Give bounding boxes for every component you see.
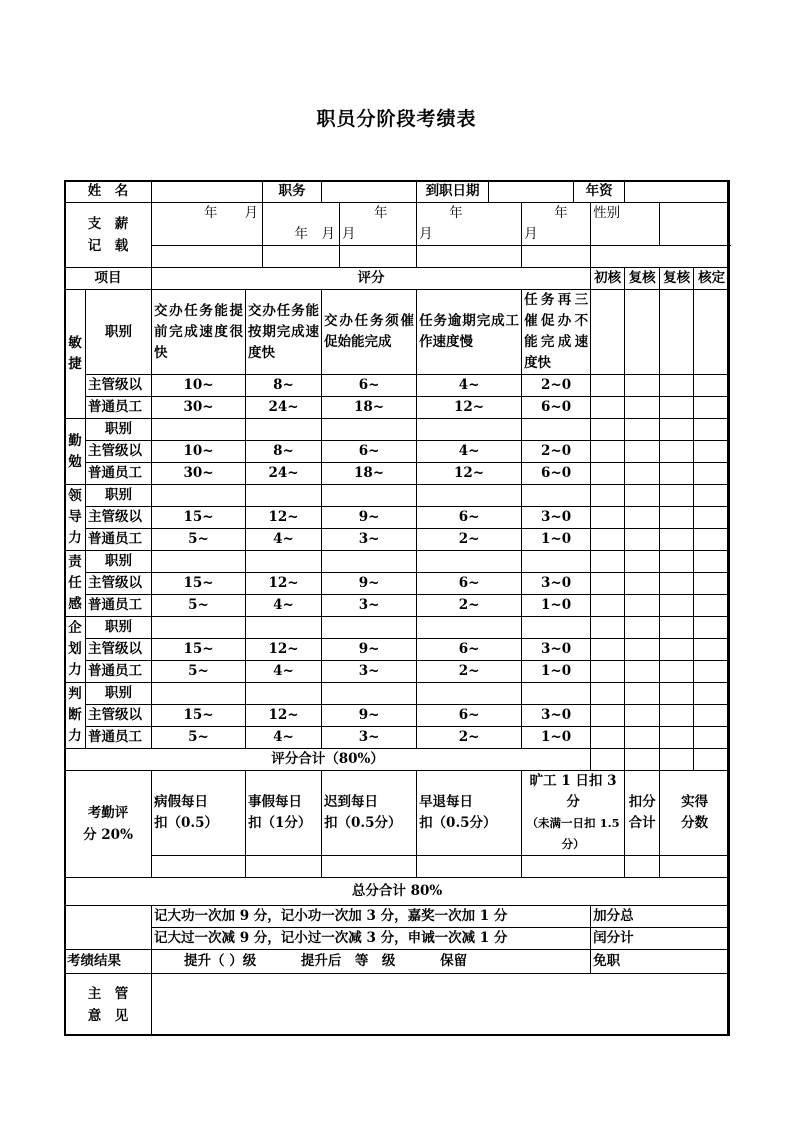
sec4-staff-review-2[interactable] <box>625 661 660 683</box>
score-total-review-4[interactable] <box>694 749 730 771</box>
manager-score-3: 9~ <box>322 573 417 595</box>
salary-blank-6[interactable] <box>591 246 730 268</box>
actual-1: 实得 <box>681 794 709 810</box>
late-2: 扣（0.5分） <box>324 815 402 831</box>
sec2-rank-blank-4 <box>417 485 522 507</box>
salary-blank-2[interactable] <box>263 246 340 268</box>
bonus-label-2: 闰分计 <box>591 928 730 950</box>
sec5-rank-blank-5 <box>522 683 591 705</box>
seniority-field[interactable] <box>625 181 730 203</box>
rank-label: 职别 <box>86 419 152 441</box>
sec3-staff-review-4[interactable] <box>694 595 730 617</box>
section-char: 力 <box>68 662 82 678</box>
manager-score-5: 3~0 <box>522 573 591 595</box>
manager-score-2: 12~ <box>246 573 322 595</box>
sec1-rank-blank-5 <box>522 419 591 441</box>
opinion-label-2: 意 见 <box>87 1007 129 1024</box>
sec4-rank-review-1[interactable] <box>591 617 625 639</box>
bonus-label-1: 加分总 <box>591 906 730 928</box>
sec4-rank-review-2[interactable] <box>625 617 660 639</box>
sec3-staff-review-1[interactable] <box>591 595 625 617</box>
section-char: 划 <box>68 641 82 657</box>
sec2-rank-review-3[interactable] <box>660 485 694 507</box>
sec2-manager-review-4[interactable] <box>694 507 730 529</box>
sec1-manager-review-3[interactable] <box>660 441 694 463</box>
sec1-rank-blank-1 <box>152 419 246 441</box>
sec5-rank-blank-1 <box>152 683 246 705</box>
result-label: 考绩结果 <box>65 950 152 974</box>
sec2-manager-review-1[interactable] <box>591 507 625 529</box>
sec3-rank-blank-1 <box>152 551 246 573</box>
sec4-staff-review-4[interactable] <box>694 661 730 683</box>
staff-score-5: 1~0 <box>522 595 591 617</box>
manager-score-5: 2~0 <box>522 441 591 463</box>
criterion-3: 交办任务须催促始能完成 <box>322 290 417 375</box>
early-leave-rule <box>417 771 522 856</box>
sec0-staff-review-2[interactable] <box>625 397 660 419</box>
section-name-3 <box>65 551 86 617</box>
salary-blank-4[interactable] <box>417 246 522 268</box>
year-b: 年 <box>374 205 388 221</box>
sec3-staff-review-2[interactable] <box>625 595 660 617</box>
sick-2: 扣（0.5） <box>154 815 218 831</box>
sec1-rank-review-1[interactable] <box>591 419 625 441</box>
manager-score-2: 8~ <box>246 441 322 463</box>
rewards-blank <box>65 906 152 950</box>
personal-1: 事假每日 <box>248 794 302 810</box>
manager-score-4: 4~ <box>417 441 522 463</box>
absence-rule <box>522 771 625 856</box>
manager-score-1: 10~ <box>152 441 246 463</box>
manager-score-4: 6~ <box>417 573 522 595</box>
sec1-manager-review-1[interactable] <box>591 441 625 463</box>
sec4-rank-blank-2 <box>246 617 322 639</box>
opinion-label-1: 主 管 <box>87 985 129 1002</box>
actual-score-label <box>660 771 730 856</box>
sec2-rank-review-4[interactable] <box>694 485 730 507</box>
staff-score-2: 4~ <box>246 727 322 749</box>
score-total-review-3[interactable] <box>660 749 694 771</box>
review-initial: 初核 <box>591 268 625 290</box>
sec3-rank-blank-4 <box>417 551 522 573</box>
manager-label: 主管级以 <box>86 573 152 595</box>
grand-total-label: 总分合计 80% <box>65 878 730 906</box>
dismiss-option[interactable]: 免职 <box>591 950 730 974</box>
sec0-manager-review-4[interactable] <box>694 375 730 397</box>
early-1: 早退每日 <box>419 794 474 810</box>
early-2: 扣（0.5分） <box>419 815 497 831</box>
date-1b: 年 月 <box>294 226 336 242</box>
manager-score-4: 4~ <box>417 375 522 397</box>
manager-score-3: 9~ <box>322 639 417 661</box>
deduct-2: 合计 <box>628 815 656 831</box>
manager-label: 主管级以 <box>86 639 152 661</box>
score-total-label: 评分合计（80%） <box>65 749 591 771</box>
sec1-manager-review-4[interactable] <box>694 441 730 463</box>
sec0-manager-review-2[interactable] <box>625 375 660 397</box>
score-total-review-1[interactable] <box>591 749 625 771</box>
sec0-rank-review-1[interactable] <box>591 290 625 375</box>
sec5-rank-blank-3 <box>322 683 417 705</box>
rank-label: 职别 <box>86 551 152 573</box>
sec3-manager-review-4[interactable] <box>694 573 730 595</box>
sec3-rank-blank-5 <box>522 551 591 573</box>
entry-date-field[interactable] <box>489 181 574 203</box>
sec5-staff-review-2[interactable] <box>625 727 660 749</box>
manager-score-2: 12~ <box>246 705 322 727</box>
sec1-rank-blank-2 <box>246 419 322 441</box>
manager-score-1: 10~ <box>152 375 246 397</box>
actual-2: 分数 <box>681 815 709 831</box>
sec5-rank-review-2[interactable] <box>625 683 660 705</box>
position-field[interactable] <box>322 181 417 203</box>
sec4-manager-review-3[interactable] <box>660 639 694 661</box>
sec1-rank-review-2[interactable] <box>625 419 660 441</box>
entry-date-label: 到职日期 <box>417 181 489 203</box>
staff-label: 普通员工 <box>86 397 152 419</box>
section-name-0 <box>65 290 86 419</box>
manager-score-3: 9~ <box>322 507 417 529</box>
sick-field[interactable] <box>152 856 246 878</box>
staff-score-3: 18~ <box>322 397 417 419</box>
sec3-rank-blank-3 <box>322 551 417 573</box>
manager-label: 主管级以 <box>86 507 152 529</box>
rank-label: 职别 <box>86 290 152 375</box>
sec1-staff-review-3[interactable] <box>660 463 694 485</box>
criterion-5: 任务再三催促办不能完成速度快 <box>522 290 591 375</box>
sec3-rank-blank-2 <box>246 551 322 573</box>
staff-score-4: 12~ <box>417 397 522 419</box>
salary-label-2: 记 载 <box>87 238 129 254</box>
staff-label: 普通员工 <box>86 727 152 749</box>
sec1-staff-review-2[interactable] <box>625 463 660 485</box>
personal-2: 扣（1分） <box>248 815 312 831</box>
sec2-staff-review-2[interactable] <box>625 529 660 551</box>
criterion-4: 任务逾期完成工作速度慢 <box>417 290 522 375</box>
rank-label: 职别 <box>86 683 152 705</box>
staff-score-1: 30~ <box>152 463 246 485</box>
sec1-rank-review-3[interactable] <box>660 419 694 441</box>
staff-score-3: 3~ <box>322 661 417 683</box>
year-d: 年 <box>554 205 568 221</box>
staff-score-5: 1~0 <box>522 529 591 551</box>
deduction-total-label <box>625 771 660 856</box>
month-c: 月 <box>524 226 538 242</box>
sec4-rank-review-3[interactable] <box>660 617 694 639</box>
sec5-manager-review-2[interactable] <box>625 705 660 727</box>
staff-score-3: 3~ <box>322 529 417 551</box>
sec0-rank-review-2[interactable] <box>625 290 660 375</box>
score-total-review-2[interactable] <box>625 749 660 771</box>
sec3-rank-review-3[interactable] <box>660 551 694 573</box>
sec3-manager-review-1[interactable] <box>591 573 625 595</box>
section-char: 领 <box>68 488 82 504</box>
section-char: 企 <box>68 620 82 636</box>
staff-label: 普通员工 <box>86 595 152 617</box>
sec0-manager-review-1[interactable] <box>591 375 625 397</box>
early-field[interactable] <box>417 856 522 878</box>
staff-score-3: 3~ <box>322 595 417 617</box>
sec4-rank-blank-3 <box>322 617 417 639</box>
manager-score-4: 6~ <box>417 507 522 529</box>
criterion-2: 交办任务能按期完成速度快 <box>246 290 322 375</box>
review-final: 核定 <box>694 268 730 290</box>
manager-score-1: 15~ <box>152 639 246 661</box>
section-name-4 <box>65 617 86 683</box>
absent-2: （未满一日扣 1.5 分） <box>526 816 620 851</box>
staff-score-4: 2~ <box>417 595 522 617</box>
staff-score-1: 30~ <box>152 397 246 419</box>
sec5-rank-blank-4 <box>417 683 522 705</box>
sec0-staff-review-4[interactable] <box>694 397 730 419</box>
section-name-2 <box>65 485 86 551</box>
retain-option[interactable]: 保留 <box>440 953 468 969</box>
date-1a: 年 月 <box>204 205 259 221</box>
late-field[interactable] <box>322 856 417 878</box>
manager-score-2: 12~ <box>246 507 322 529</box>
sick-leave-rule <box>152 771 246 856</box>
staff-score-1: 5~ <box>152 529 246 551</box>
sec3-rank-review-4[interactable] <box>694 551 730 573</box>
sec2-rank-blank-3 <box>322 485 417 507</box>
sec4-rank-review-4[interactable] <box>694 617 730 639</box>
sec5-staff-review-1[interactable] <box>591 727 625 749</box>
salary-record-label <box>65 203 152 268</box>
review-second-1: 复核 <box>625 268 660 290</box>
salary-date-1[interactable] <box>152 203 263 246</box>
rank-label: 职别 <box>86 485 152 507</box>
staff-score-2: 4~ <box>246 661 322 683</box>
section-char: 力 <box>68 530 82 546</box>
sec4-manager-review-1[interactable] <box>591 639 625 661</box>
sec1-staff-review-4[interactable] <box>694 463 730 485</box>
sec0-staff-review-3[interactable] <box>660 397 694 419</box>
manager-score-1: 15~ <box>152 705 246 727</box>
sec2-rank-blank-5 <box>522 485 591 507</box>
review-second-2: 复核 <box>660 268 694 290</box>
criterion-1: 交办任务能提前完成速度很快 <box>152 290 246 375</box>
attendance-label-1: 考勤评 <box>87 805 129 821</box>
staff-score-1: 5~ <box>152 595 246 617</box>
staff-score-4: 2~ <box>417 529 522 551</box>
absent-field[interactable] <box>522 856 625 878</box>
staff-score-5: 1~0 <box>522 727 591 749</box>
section-char: 敏 <box>68 335 82 351</box>
section-char: 力 <box>68 728 82 744</box>
salary-date-3[interactable] <box>340 203 417 246</box>
salary-date-5[interactable] <box>522 203 591 246</box>
salary-date-2[interactable] <box>263 203 340 246</box>
section-char: 勤 <box>68 432 82 449</box>
personal-leave-rule <box>246 771 322 856</box>
staff-score-5: 1~0 <box>522 661 591 683</box>
sec1-staff-review-1[interactable] <box>591 463 625 485</box>
manager-label: 主管级以 <box>86 705 152 727</box>
sec2-rank-review-2[interactable] <box>625 485 660 507</box>
item-label: 项目 <box>65 268 152 290</box>
sec4-staff-review-3[interactable] <box>660 661 694 683</box>
sec2-rank-review-1[interactable] <box>591 485 625 507</box>
sec4-manager-review-4[interactable] <box>694 639 730 661</box>
score-label: 评分 <box>152 268 591 290</box>
manager-score-4: 6~ <box>417 705 522 727</box>
section-char: 断 <box>68 707 82 723</box>
sec0-staff-review-1[interactable] <box>591 397 625 419</box>
page-title: 职员分阶段考绩表 <box>316 108 477 130</box>
section-char: 任 <box>68 575 82 591</box>
manager-label: 主管级以 <box>86 441 152 463</box>
sec5-manager-review-3[interactable] <box>660 705 694 727</box>
sec5-rank-blank-2 <box>246 683 322 705</box>
manager-score-5: 3~0 <box>522 639 591 661</box>
appraisal-form <box>64 180 730 1036</box>
promote-option[interactable]: 提升（ ）级 <box>184 953 257 969</box>
staff-score-1: 5~ <box>152 661 246 683</box>
manager-score-2: 8~ <box>246 375 322 397</box>
manager-score-2: 12~ <box>246 639 322 661</box>
sec4-manager-review-2[interactable] <box>625 639 660 661</box>
merit-rule: 记大功一次加 9 分，记小功一次加 3 分，嘉奖一次加 1 分 <box>152 906 591 928</box>
sec2-staff-review-1[interactable] <box>591 529 625 551</box>
staff-score-2: 24~ <box>246 397 322 419</box>
salary-blank-3[interactable] <box>340 246 417 268</box>
deduction-field[interactable] <box>625 856 660 878</box>
manager-score-1: 15~ <box>152 507 246 529</box>
sec5-manager-review-1[interactable] <box>591 705 625 727</box>
sec4-rank-blank-5 <box>522 617 591 639</box>
sec5-manager-review-4[interactable] <box>694 705 730 727</box>
staff-score-4: 12~ <box>417 463 522 485</box>
actual-field[interactable] <box>660 856 730 878</box>
manager-score-3: 6~ <box>322 375 417 397</box>
sec0-rank-review-3[interactable] <box>660 290 694 375</box>
staff-score-3: 3~ <box>322 727 417 749</box>
sec1-rank-review-4[interactable] <box>694 419 730 441</box>
rank-label: 职别 <box>86 617 152 639</box>
sec2-manager-review-3[interactable] <box>660 507 694 529</box>
sick-1: 病假每日 <box>154 794 208 810</box>
section-name-1 <box>65 419 86 485</box>
month-a: 月 <box>342 226 356 242</box>
sec2-manager-review-2[interactable] <box>625 507 660 529</box>
name-field[interactable] <box>152 181 263 203</box>
staff-label: 普通员工 <box>86 463 152 485</box>
sec4-rank-blank-1 <box>152 617 246 639</box>
sec3-rank-review-1[interactable] <box>591 551 625 573</box>
sec5-rank-review-1[interactable] <box>591 683 625 705</box>
salary-label-1: 支 薪 <box>87 216 129 232</box>
staff-label: 普通员工 <box>86 529 152 551</box>
section-char: 感 <box>68 596 82 612</box>
sec0-manager-review-3[interactable] <box>660 375 694 397</box>
section-name-5 <box>65 683 86 749</box>
staff-score-3: 18~ <box>322 463 417 485</box>
salary-blank-5[interactable] <box>522 246 591 268</box>
manager-score-4: 6~ <box>417 639 522 661</box>
late-1: 迟到每日 <box>324 794 379 810</box>
year-c: 年 <box>449 205 463 221</box>
sec3-manager-review-3[interactable] <box>660 573 694 595</box>
month-b: 月 <box>419 226 433 242</box>
section-char: 责 <box>68 554 82 570</box>
name-label: 姓 名 <box>65 181 152 203</box>
deduct-1: 扣分 <box>628 794 656 810</box>
section-char: 勉 <box>68 453 82 470</box>
manager-score-5: 3~0 <box>522 507 591 529</box>
manager-score-1: 15~ <box>152 573 246 595</box>
manager-score-3: 6~ <box>322 441 417 463</box>
sec3-manager-review-2[interactable] <box>625 573 660 595</box>
manager-score-3: 9~ <box>322 705 417 727</box>
manager-score-5: 2~0 <box>522 375 591 397</box>
manager-score-5: 3~0 <box>522 705 591 727</box>
absent-1: 旷工 1 日扣 3 分 <box>529 773 617 810</box>
staff-score-5: 6~0 <box>522 397 591 419</box>
staff-score-2: 4~ <box>246 529 322 551</box>
staff-score-2: 24~ <box>246 463 322 485</box>
sec2-rank-blank-1 <box>152 485 246 507</box>
manager-label: 主管级以 <box>86 375 152 397</box>
seniority-label: 年资 <box>574 181 625 203</box>
sec5-rank-review-3[interactable] <box>660 683 694 705</box>
gender-label: 性别 <box>591 203 660 246</box>
staff-label: 普通员工 <box>86 661 152 683</box>
staff-score-4: 2~ <box>417 661 522 683</box>
result-options <box>152 950 591 974</box>
late-rule <box>322 771 417 856</box>
after-promote-option[interactable]: 提升后 等 级 <box>300 953 396 969</box>
sec3-rank-review-2[interactable] <box>625 551 660 573</box>
sec2-staff-review-3[interactable] <box>660 529 694 551</box>
sec2-staff-review-4[interactable] <box>694 529 730 551</box>
section-char: 判 <box>68 686 82 702</box>
sec5-staff-review-3[interactable] <box>660 727 694 749</box>
sec2-rank-blank-2 <box>246 485 322 507</box>
sec5-staff-review-4[interactable] <box>694 727 730 749</box>
sec4-staff-review-1[interactable] <box>591 661 625 683</box>
section-char: 导 <box>68 509 82 525</box>
personal-field[interactable] <box>246 856 322 878</box>
sec4-rank-blank-4 <box>417 617 522 639</box>
opinion-label <box>65 974 152 1036</box>
section-char: 捷 <box>68 356 82 372</box>
gender-field[interactable] <box>660 203 730 246</box>
staff-score-2: 4~ <box>246 595 322 617</box>
position-label: 职务 <box>263 181 322 203</box>
sec1-rank-blank-3 <box>322 419 417 441</box>
staff-score-4: 2~ <box>417 727 522 749</box>
demerit-rule: 记大过一次减 9 分，记小过一次减 3 分，申诫一次减 1 分 <box>152 928 591 950</box>
sec0-rank-review-4[interactable] <box>694 290 730 375</box>
sec1-rank-blank-4 <box>417 419 522 441</box>
opinion-field[interactable] <box>152 974 730 1036</box>
staff-score-1: 5~ <box>152 727 246 749</box>
sec3-staff-review-3[interactable] <box>660 595 694 617</box>
salary-date-4[interactable] <box>417 203 522 246</box>
salary-blank-1[interactable] <box>152 246 263 268</box>
staff-score-5: 6~0 <box>522 463 591 485</box>
sec5-rank-review-4[interactable] <box>694 683 730 705</box>
attendance-label <box>65 771 152 878</box>
sec1-manager-review-2[interactable] <box>625 441 660 463</box>
attendance-label-2: 分 20% <box>83 827 133 843</box>
